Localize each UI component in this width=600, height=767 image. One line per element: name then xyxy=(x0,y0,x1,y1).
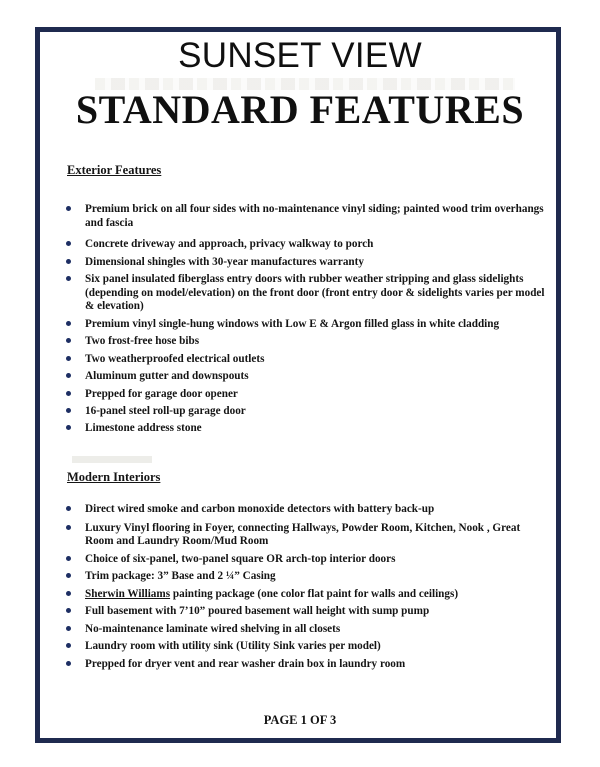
page-number: PAGE 1 OF 3 xyxy=(263,713,337,727)
bullet-icon xyxy=(66,356,71,361)
bullet-icon xyxy=(66,506,71,511)
exterior-features-heading: Exterior Features xyxy=(67,163,162,177)
list-item: Six panel insulated fiberglass entry doors with rubber weather stripping and glass sidelights (depending on model/elevation) on the front door (front entry door & sidelights varies per model & elevation) xyxy=(66,273,550,314)
page-subtitle: STANDARD FEATURES xyxy=(75,87,525,132)
modern-interiors-heading: Modern Interiors xyxy=(67,470,161,484)
bullet-icon xyxy=(66,276,71,281)
bullet-icon xyxy=(66,373,71,378)
brand-name: Sherwin Williams xyxy=(85,587,171,600)
list-item: Aluminum gutter and downspouts xyxy=(66,370,550,384)
list-item: Prepped for garage door opener xyxy=(66,388,550,402)
list-item: Limestone address stone xyxy=(66,422,550,436)
bullet-icon xyxy=(66,573,71,578)
bullet-icon xyxy=(66,643,71,648)
bullet-icon xyxy=(66,591,71,596)
bullet-icon xyxy=(66,259,71,264)
bullet-icon xyxy=(66,321,71,326)
modern-interiors-list xyxy=(66,503,550,671)
bullet-icon xyxy=(66,556,71,561)
list-item: Sherwin Williams painting package (one color flat paint for walls and ceilings) xyxy=(66,588,550,602)
bullet-icon xyxy=(66,241,71,246)
bullet-icon xyxy=(66,626,71,631)
list-item: Premium vinyl single-hung windows with Low E & Argon filled glass in white cladding xyxy=(66,318,550,332)
list-item: Prepped for dryer vent and rear washer drain box in laundry room xyxy=(66,658,550,672)
list-item: Trim package: 3” Base and 2 ¼” Casing xyxy=(66,570,550,584)
list-item: Full basement with 7’10” poured basement wall height with sump pump xyxy=(66,605,550,619)
list-item: 16-panel steel roll-up garage door xyxy=(66,405,550,419)
list-item: Laundry room with utility sink (Utility Sink varies per model) xyxy=(66,640,550,654)
bullet-icon xyxy=(66,408,71,413)
list-item: Choice of six-panel, two-panel square OR arch-top interior doors xyxy=(66,553,550,567)
bullet-icon xyxy=(66,391,71,396)
page-title: SUNSET VIEW xyxy=(178,36,422,75)
list-item: Luxury Vinyl flooring in Foyer, connecting Hallways, Powder Room, Kitchen, Nook , Great Room and Laundry Room/Mud Room xyxy=(66,522,550,549)
list-item: Concrete driveway and approach, privacy walkway to porch xyxy=(66,238,550,252)
bullet-icon xyxy=(66,661,71,666)
list-item: No-maintenance laminate wired shelving in all closets xyxy=(66,623,550,637)
list-item: Dimensional shingles with 30-year manufactures warranty xyxy=(66,256,550,270)
bullet-icon xyxy=(66,338,71,343)
faded-mark xyxy=(72,456,152,463)
list-item: Premium brick on all four sides with no-maintenance vinyl siding; painted wood trim overhangs and fascia xyxy=(66,203,550,234)
list-item: Two frost-free hose bibs xyxy=(66,335,550,349)
bullet-icon xyxy=(66,425,71,430)
list-item: Direct wired smoke and carbon monoxide detectors with battery back-up xyxy=(66,503,550,517)
exterior-features-list xyxy=(66,203,550,435)
bullet-icon xyxy=(66,608,71,613)
bullet-icon xyxy=(66,206,71,211)
list-item: Two weatherproofed electrical outlets xyxy=(66,353,550,367)
bullet-icon xyxy=(66,525,71,530)
